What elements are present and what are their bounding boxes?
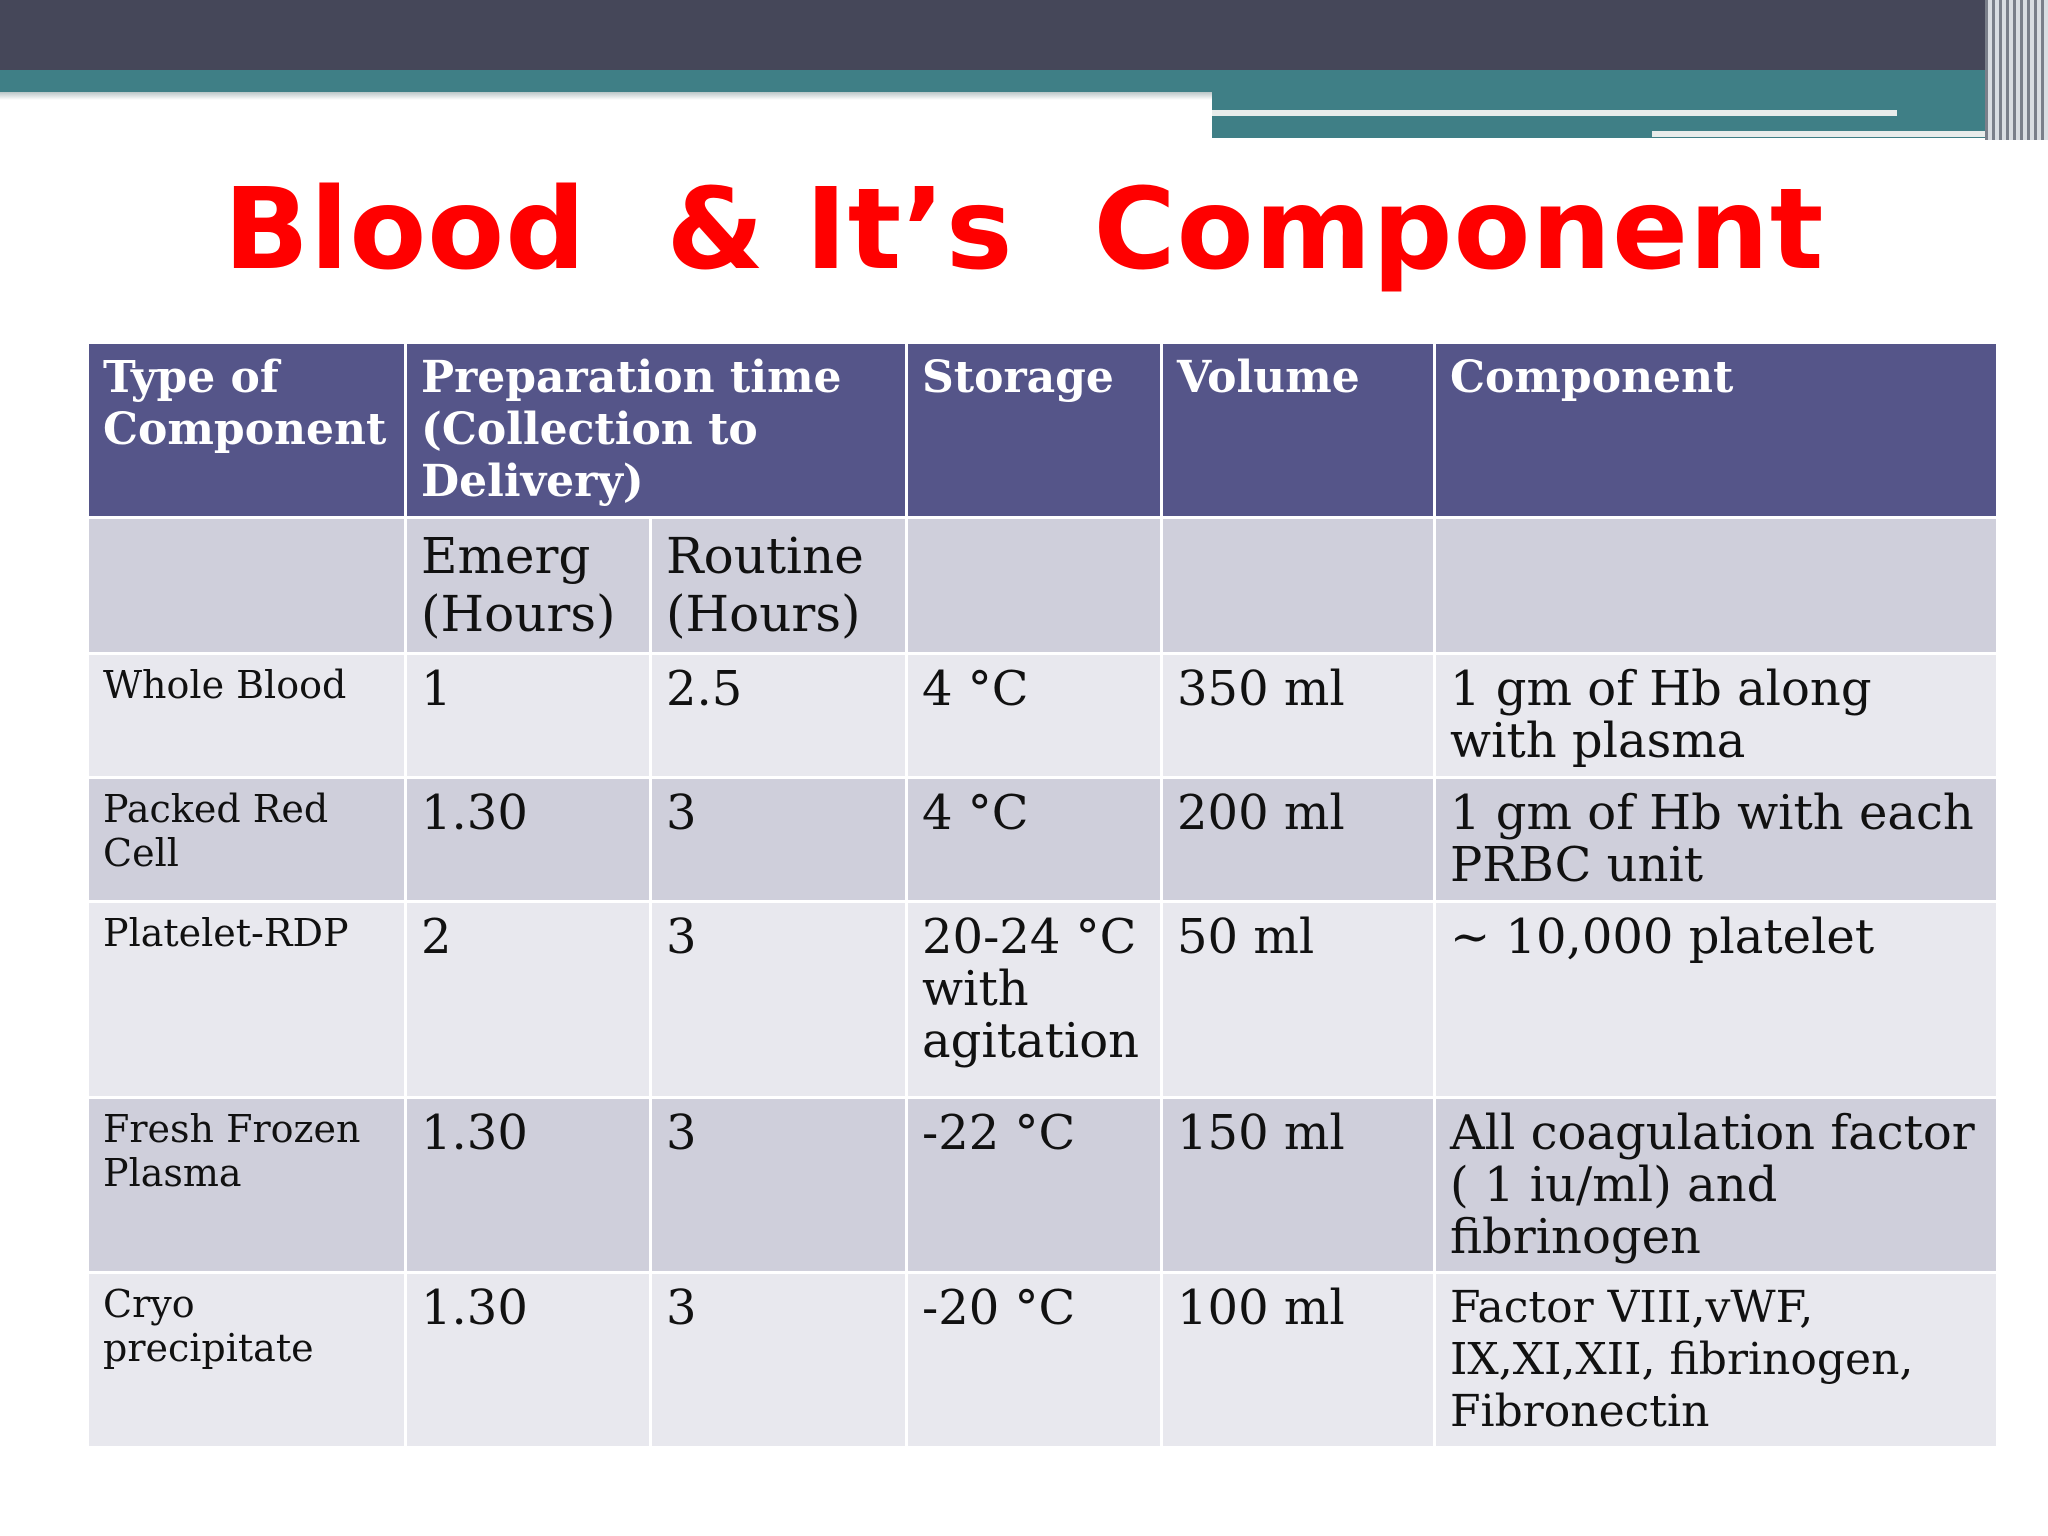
- cell-volume: 50 ml: [1162, 902, 1435, 1098]
- header-accent-line: [1212, 110, 1897, 116]
- blood-component-table: [86, 341, 1999, 1449]
- cell-type: Packed Red Cell: [88, 778, 406, 902]
- table-row: [88, 902, 1998, 1098]
- cell-type: Platelet-RDP: [88, 902, 406, 1098]
- cell-routine: 3: [651, 778, 907, 902]
- subheader-empty: [1435, 518, 1998, 654]
- cell-component: ~ 10,000 platelet: [1435, 902, 1998, 1098]
- header-component: Component: [1435, 343, 1998, 518]
- subheader-empty: [1162, 518, 1435, 654]
- cell-volume: 100 ml: [1162, 1273, 1435, 1448]
- cell-component: 1 gm of Hb with each PRBC unit: [1435, 778, 1998, 902]
- slide-title: Blood & It’s Component: [223, 165, 1825, 295]
- cell-component: All coagulation factor ( 1 iu/ml) and fibrinogen: [1435, 1098, 1998, 1273]
- subheader-routine: Routine (Hours): [651, 518, 907, 654]
- cell-type: Fresh Frozen Plasma: [88, 1098, 406, 1273]
- cell-routine: 3: [651, 1273, 907, 1448]
- subheader-empty: [907, 518, 1162, 654]
- cell-component: 1 gm of Hb along with plasma: [1435, 654, 1998, 778]
- cell-storage: -22 °C: [907, 1098, 1162, 1273]
- table-subheader-row: [88, 518, 1998, 654]
- cell-storage: 4 °C: [907, 778, 1162, 902]
- cell-emerg: 2: [406, 902, 651, 1098]
- header-band-shadow: [0, 92, 1212, 100]
- cell-emerg: 1.30: [406, 1098, 651, 1273]
- cell-emerg: 1.30: [406, 778, 651, 902]
- subheader-empty: [88, 518, 406, 654]
- cell-emerg: 1: [406, 654, 651, 778]
- header-band-dark: [0, 0, 2048, 70]
- cell-storage: -20 °C: [907, 1273, 1162, 1448]
- cell-routine: 2.5: [651, 654, 907, 778]
- table-row: [88, 654, 1998, 778]
- cell-type: Cryo precipitate: [88, 1273, 406, 1448]
- cell-volume: 200 ml: [1162, 778, 1435, 902]
- cell-storage: 20-24 °C with agitation: [907, 902, 1162, 1098]
- table-row: [88, 1098, 1998, 1273]
- cell-volume: 350 ml: [1162, 654, 1435, 778]
- cell-type: Whole Blood: [88, 654, 406, 778]
- header-storage: Storage: [907, 343, 1162, 518]
- cell-volume: 150 ml: [1162, 1098, 1435, 1273]
- subheader-emerg: Emerg (Hours): [406, 518, 651, 654]
- cell-emerg: 1.30: [406, 1273, 651, 1448]
- header-preparation-time: Preparation time (Collection to Delivery): [406, 343, 907, 518]
- header-accent-line: [1652, 131, 2012, 137]
- cell-storage: 4 °C: [907, 654, 1162, 778]
- cell-routine: 3: [651, 1098, 907, 1273]
- table-header-row: [88, 343, 1998, 518]
- header-volume: Volume: [1162, 343, 1435, 518]
- header-type-of-component: Type of Component: [88, 343, 406, 518]
- header-band-teal: [0, 70, 2048, 92]
- table-row: [88, 1273, 1998, 1448]
- cell-component: Factor VIII,vWF, IX,XI,XII, fibrinogen, Fibronectin: [1435, 1273, 1998, 1448]
- cell-routine: 3: [651, 902, 907, 1098]
- table-row: [88, 778, 1998, 902]
- header-stripes: [1985, 0, 2048, 140]
